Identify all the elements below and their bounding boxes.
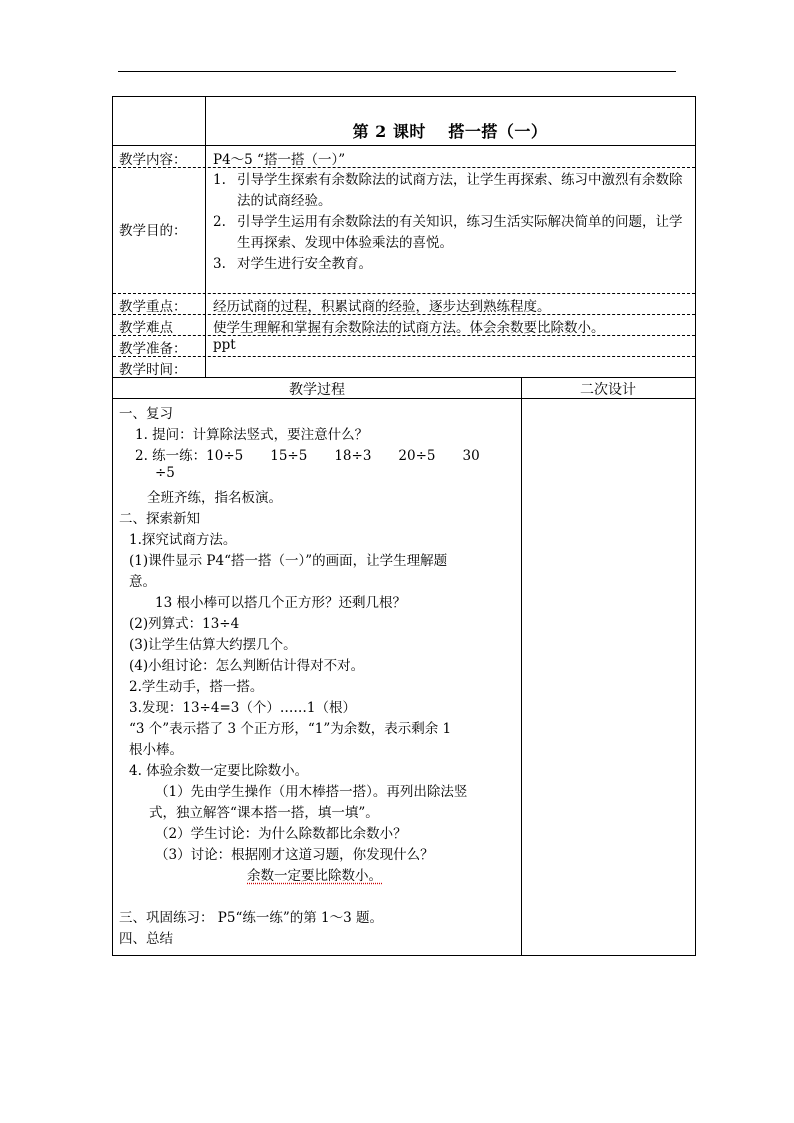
section-heading: 三、巩固练习： P5“练一练”的第 1～3 题。 bbox=[119, 910, 384, 926]
difficulty-value: 使学生理解和掌握有余数除法的试商方法。体会余数要比除数小。 bbox=[213, 320, 605, 336]
column-divider bbox=[521, 398, 522, 955]
aims-label: 教学目的： bbox=[119, 223, 187, 239]
process-line: 3.发现：13÷4=3（个）……1（根） bbox=[129, 700, 356, 716]
aim-item bbox=[213, 254, 689, 275]
difficulty-row bbox=[113, 314, 695, 336]
preparation-row bbox=[113, 335, 695, 357]
process-line: (2)列算式：13÷4 bbox=[129, 616, 240, 632]
process-line: (3)让学生估算大约摆几个。 bbox=[129, 637, 297, 653]
key-point-row bbox=[113, 293, 695, 315]
content-row bbox=[113, 145, 695, 168]
redesign-column-header: 二次设计 bbox=[580, 382, 636, 398]
content-value: P4～5 “搭一搭（一）” bbox=[213, 152, 346, 168]
aim-item bbox=[213, 170, 689, 212]
process-line: 意。 bbox=[129, 574, 156, 590]
section-heading: 一、复习 bbox=[119, 406, 173, 422]
process-line: 2. 练一练：10÷5 15÷5 18÷3 20÷5 30 bbox=[135, 448, 480, 464]
lesson-plan-table bbox=[112, 96, 696, 956]
process-line: 式，独立解答“课本搭一搭，填一填”。 bbox=[149, 805, 379, 821]
aims-row bbox=[113, 167, 695, 294]
preparation-label: 教学准备： bbox=[119, 341, 187, 357]
process-line: （1）先由学生操作（用木棒搭一搭）。再列出除法竖 bbox=[155, 784, 468, 800]
lesson-title: 第 2 课时 搭一搭（一） bbox=[352, 122, 548, 141]
aim-text: 引导学生运用有余数除法的有关知识，练习生活实际解决简单的问题，让学生再探索、发现中体验乘法的喜悦。 bbox=[237, 214, 683, 251]
column-divider bbox=[205, 335, 206, 356]
process-line: ÷5 bbox=[155, 465, 175, 481]
aim-number: 2. bbox=[213, 214, 226, 230]
column-header-row bbox=[113, 377, 695, 399]
teaching-process bbox=[119, 398, 517, 955]
column-divider bbox=[205, 314, 206, 335]
process-line: (1)课件显示 P4“搭一搭（一）”的画面，让学生理解题 bbox=[129, 553, 448, 569]
process-line: 1.探究试商方法。 bbox=[129, 532, 237, 548]
process-line: 余数一定要比除数小。 bbox=[247, 868, 382, 884]
process-line: 4. 体验余数一定要比除数小。 bbox=[129, 763, 309, 779]
time-row bbox=[113, 356, 695, 378]
process-line: 全班齐练，指名板演。 bbox=[147, 490, 282, 506]
process-line: 2.学生动手，搭一搭。 bbox=[129, 679, 264, 695]
process-line: （3）讨论：根据刚才这道习题，你发现什么？ bbox=[155, 847, 434, 863]
preparation-value: ppt bbox=[213, 337, 236, 353]
aim-text: 对学生进行安全教育。 bbox=[237, 256, 372, 272]
aim-item bbox=[213, 212, 689, 254]
content-label: 教学内容： bbox=[119, 152, 187, 168]
difficulty-label: 教学难点 bbox=[119, 320, 173, 336]
key-point-value: 经历试商的过程，积累试商的经验，逐步达到熟练程度。 bbox=[213, 299, 551, 315]
section-heading: 二、探索新知 bbox=[119, 511, 200, 527]
column-divider bbox=[205, 293, 206, 314]
process-line: “3 个”表示搭了 3 个正方形，“1”为余数，表示剩余 1 bbox=[129, 721, 452, 737]
section-heading: 四、总结 bbox=[119, 931, 173, 947]
process-line: （2）学生讨论：为什么除数都比余数小？ bbox=[155, 826, 407, 842]
aim-number: 3. bbox=[213, 256, 226, 272]
process-line: (4)小组讨论：怎么判断估计得对不对。 bbox=[129, 658, 365, 674]
column-divider bbox=[205, 145, 206, 167]
key-point-label: 教学重点： bbox=[119, 299, 187, 315]
process-line: 根小棒。 bbox=[129, 742, 183, 758]
column-divider bbox=[205, 356, 206, 377]
aim-text: 引导学生探索有余数除法的试商方法，让学生再探索、练习中激烈有余数除法的试商经验。 bbox=[237, 172, 683, 209]
aim-number: 1. bbox=[213, 172, 226, 188]
column-divider bbox=[205, 167, 206, 293]
header-rule bbox=[118, 71, 676, 72]
process-column-header: 教学过程 bbox=[289, 382, 345, 398]
title-row bbox=[113, 97, 695, 146]
time-label: 教学时间： bbox=[119, 362, 187, 378]
process-line: 1. 提问：计算除法竖式，要注意什么？ bbox=[135, 427, 369, 443]
process-line: 13 根小棒可以搭几个正方形？还剩几根？ bbox=[155, 595, 406, 611]
